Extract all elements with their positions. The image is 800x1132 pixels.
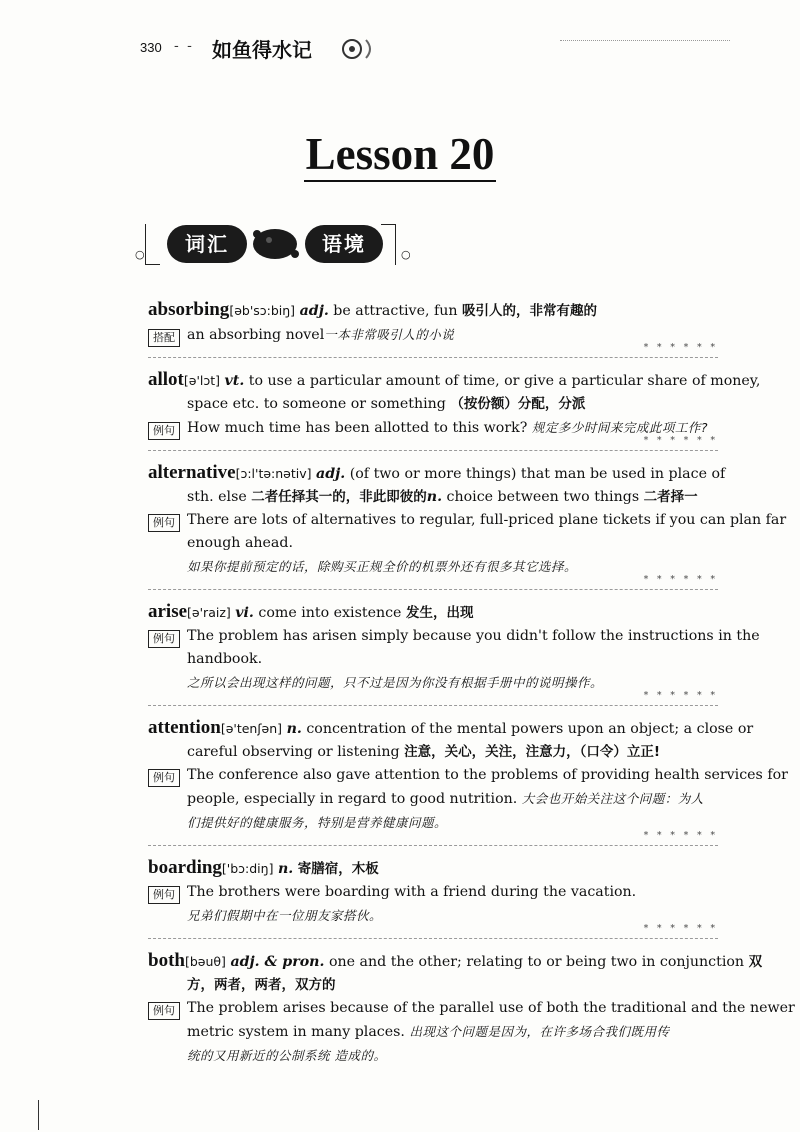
definition-en-cont: careful observing or listening xyxy=(187,744,400,760)
lesson-title: Lesson 20 xyxy=(0,128,800,180)
page-number: 330 xyxy=(140,40,162,55)
example-tag: 例句 xyxy=(148,769,180,787)
ink-splash-icon xyxy=(247,226,303,262)
headword: allot xyxy=(148,369,184,390)
example-zh-cont: 统的又用新近的公制系统 造成的。 xyxy=(187,1048,387,1063)
headword: alternative xyxy=(148,462,236,483)
definition-zh: 吸引人的，非常有趣的 xyxy=(462,303,598,319)
part-of-speech: adj. xyxy=(316,466,346,482)
section-banner: ○ ○ 词汇 语境 xyxy=(145,212,405,268)
part-of-speech: vi. xyxy=(235,605,254,621)
definition-zh: 注意，关心，关注，注意力，（口令）立正! xyxy=(404,744,660,760)
example-en-cont: metric system in many places. xyxy=(187,1024,405,1040)
part-of-speech-2: n. xyxy=(426,489,443,505)
definition-en-cont: space etc. to someone or something xyxy=(187,396,446,412)
example-en-cont: enough ahead. xyxy=(187,535,293,551)
part-of-speech: adj. xyxy=(299,303,329,319)
headword: arise xyxy=(148,601,188,622)
definition-en: one and the other; relating to or being two in conjunction xyxy=(328,954,745,970)
entry-divider: * * * * * * xyxy=(148,837,718,846)
collocation-tag: 搭配 xyxy=(148,329,180,347)
entry-divider: * * * * * * xyxy=(148,930,718,939)
example-en: The brothers were boarding with a friend during the vacation. xyxy=(187,884,637,900)
phonetic: ['bɔ:diŋ] xyxy=(221,861,274,876)
example-en: an absorbing novel xyxy=(187,327,325,343)
example-en: The problem arises because of the parallel use of both the traditional and the newer xyxy=(187,1000,795,1016)
example-en: There are lots of alternatives to regular, full-priced plane tickets if you can plan far xyxy=(187,512,787,528)
definition-en: be attractive, fun xyxy=(333,303,458,319)
example-zh: 如果你提前预定的话，除购买正规全价的机票外还有很多其它选择。 xyxy=(187,559,578,574)
book-title: 如鱼得水记 xyxy=(212,38,312,62)
example-en-cont: people, especially in regard to good nutrition. xyxy=(187,791,518,807)
example-tag: 例句 xyxy=(148,422,180,440)
phonetic: [ɔ:l'tə:nətiv] xyxy=(235,466,312,481)
header-ornament-icon xyxy=(340,34,380,64)
example-zh: 一本非常吸引人的小说 xyxy=(324,327,455,342)
header-rule xyxy=(560,40,730,57)
banner-bracket-right xyxy=(381,224,396,265)
headword: absorbing xyxy=(148,299,230,320)
headword: attention xyxy=(148,717,221,738)
banner-bracket-left xyxy=(145,224,160,265)
phonetic: [ə'tenʃən] xyxy=(220,721,283,736)
part-of-speech: adj. & pron. xyxy=(230,954,325,970)
headword: boarding xyxy=(148,857,222,878)
page-header xyxy=(140,34,740,68)
definition-zh: 寄膳宿，木板 xyxy=(297,861,379,877)
definition-zh: 发生，出现 xyxy=(405,605,474,621)
entry-both xyxy=(148,949,795,1068)
definition-zh-2: 二者择一 xyxy=(643,489,698,505)
definition-zh-cont: 方，两者，两者，双方的 xyxy=(187,977,336,993)
example-tag: 例句 xyxy=(148,1002,180,1020)
example-tag: 例句 xyxy=(148,630,180,648)
entry-arise xyxy=(148,600,760,695)
example-en: How much time has been allotted to this work? xyxy=(187,420,528,436)
phonetic: [bəuθ] xyxy=(184,954,226,969)
example-zh: 规定多少时间来完成此项工作? xyxy=(531,420,708,435)
example-zh: 之所以会出现这样的问题，只不过是因为你没有根据手册中的说明操作。 xyxy=(187,675,604,690)
definition-zh: 二者任择其一的，非此即彼的 xyxy=(251,489,427,505)
example-en: The problem has arisen simply because you didn't follow the instructions in the xyxy=(187,628,760,644)
entry-divider: * * * * * * xyxy=(148,581,718,590)
definition-en: to use a particular amount of time, or give a particular share of money, xyxy=(248,373,761,389)
definition-zh: （按份额）分配，分派 xyxy=(450,396,586,412)
example-tag: 例句 xyxy=(148,886,180,904)
entry-attention xyxy=(148,716,788,835)
vocabulary-list xyxy=(148,298,795,1068)
entry-absorbing xyxy=(148,298,718,347)
entry-divider: * * * * * * xyxy=(148,349,718,358)
definition-en: (of two or more things) that man be used in place of xyxy=(349,466,726,482)
entry-allot xyxy=(148,368,761,440)
example-tag: 例句 xyxy=(148,514,180,532)
example-zh: 出现这个问题是因为，在许多场合我们既用传 xyxy=(409,1024,670,1039)
part-of-speech: vt. xyxy=(224,373,245,389)
definition-en-cont: sth. else xyxy=(187,489,247,505)
phonetic: [ə'lɔt] xyxy=(183,373,221,388)
definition-en: come into existence xyxy=(258,605,402,621)
example-zh: 大会也开始关注这个问题：为人 xyxy=(521,791,704,806)
phonetic: [əb'sɔ:biŋ] xyxy=(229,303,296,318)
banner-context-label: 语境 xyxy=(305,225,383,263)
headword: both xyxy=(148,950,185,971)
banner-vocab-label: 词汇 xyxy=(167,225,247,263)
example-zh-cont: 们提供好的健康服务，特别是营养健康问题。 xyxy=(187,815,448,830)
example-zh: 兄弟们假期中在一位朋友家搭伙。 xyxy=(187,908,383,923)
header-dashes: - - xyxy=(174,38,194,54)
definition-zh: 双 xyxy=(748,954,763,970)
definition-en: concentration of the mental powers upon an object; a close or xyxy=(306,721,754,737)
entry-divider: * * * * * * xyxy=(148,697,718,706)
entry-boarding xyxy=(148,856,718,928)
definition-en-2: choice between two things xyxy=(446,489,640,505)
margin-mark xyxy=(38,1100,39,1130)
entry-alternative xyxy=(148,461,787,579)
example-en: The conference also gave attention to the problems of providing health services for xyxy=(187,767,788,783)
phonetic: [ə'raiz] xyxy=(187,605,231,620)
part-of-speech: n. xyxy=(286,721,302,737)
part-of-speech: n. xyxy=(277,861,294,877)
entry-divider: * * * * * * xyxy=(148,442,718,451)
example-en-cont: handbook. xyxy=(187,651,263,667)
